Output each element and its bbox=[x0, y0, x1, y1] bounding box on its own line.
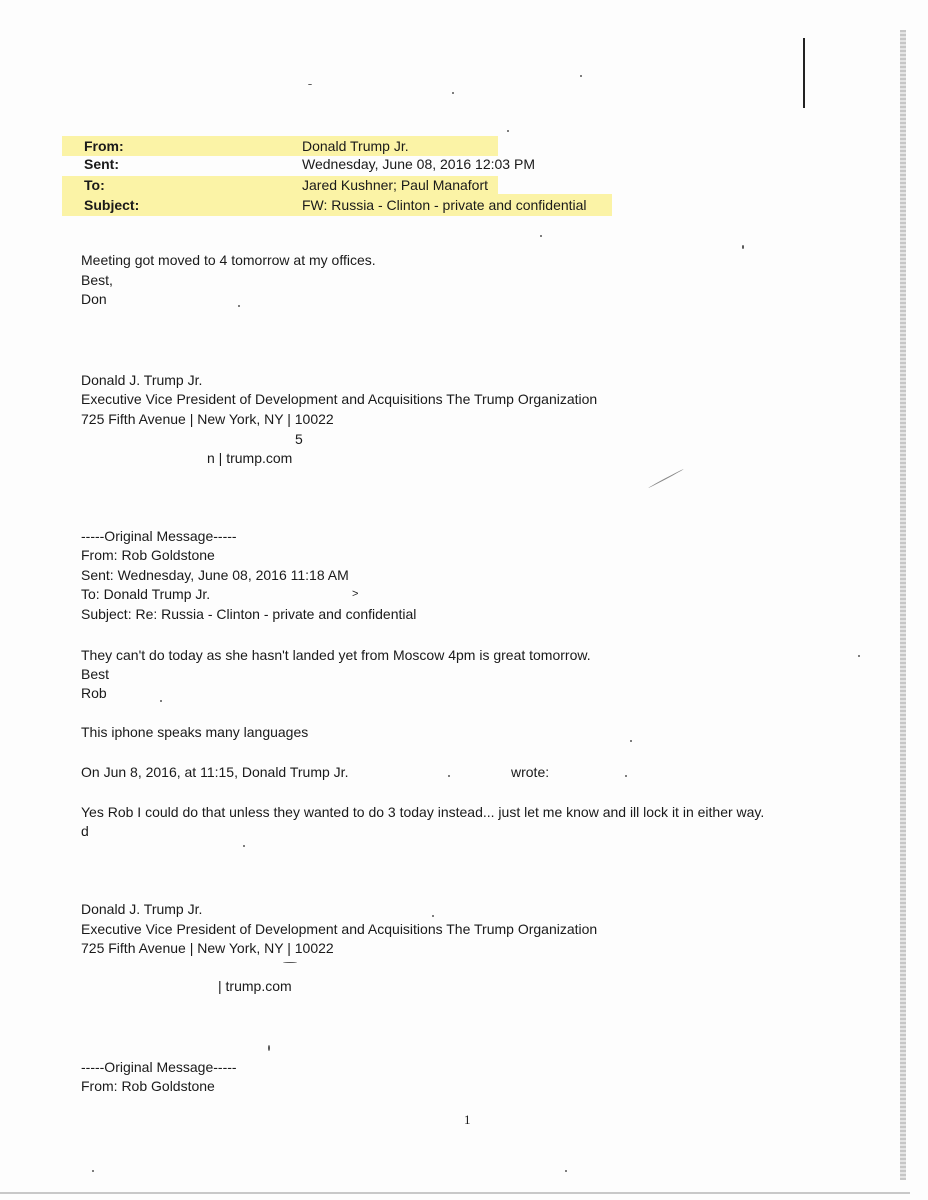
scan-speck bbox=[432, 915, 434, 917]
signature-title: Executive Vice President of Development and Acquisitions The Trump Organization bbox=[81, 391, 598, 407]
signature-web: n | trump.com bbox=[207, 450, 293, 466]
to-label: To: bbox=[84, 177, 105, 193]
signature-name: Donald J. Trump Jr. bbox=[81, 372, 203, 388]
original-message-divider: -----Original Message----- bbox=[81, 1059, 237, 1075]
original-to: To: Donald Trump Jr. bbox=[81, 586, 211, 602]
page-number: 1 bbox=[464, 1112, 471, 1127]
message-line: This iphone speaks many languages bbox=[81, 724, 309, 740]
message-line: They can't do today as she hasn't landed yet from Moscow 4pm is great tomorrow. bbox=[81, 647, 591, 663]
subject-label: Subject: bbox=[84, 197, 140, 213]
scan-speck bbox=[742, 245, 744, 249]
scan-speck bbox=[283, 962, 297, 963]
quote-line: d bbox=[81, 823, 89, 839]
original-from: From: Rob Goldstone bbox=[81, 1078, 215, 1094]
body-line: Meeting got moved to 4 tomorrow at my offices. bbox=[81, 252, 376, 268]
from-label: From: bbox=[84, 138, 124, 154]
body-line: Don bbox=[81, 291, 107, 307]
to-value: Jared Kushner; Paul Manafort bbox=[302, 177, 488, 193]
original-subject: Subject: Re: Russia - Clinton - private and confidential bbox=[81, 606, 417, 622]
scan-speck bbox=[92, 1170, 94, 1172]
scan-speck bbox=[565, 1170, 567, 1172]
scan-speck bbox=[238, 305, 240, 307]
original-sent: Sent: Wednesday, June 08, 2016 11:18 AM bbox=[81, 567, 349, 583]
scan-speck bbox=[268, 1045, 270, 1051]
scan-speck bbox=[540, 235, 542, 237]
scan-edge-right bbox=[900, 30, 906, 1180]
signature-address: 725 Fifth Avenue | New York, NY | 10022 bbox=[81, 940, 334, 956]
sent-label: Sent: bbox=[84, 156, 119, 172]
quote-header: On Jun 8, 2016, at 11:15, Donald Trump Jr. bbox=[81, 764, 349, 780]
scan-speck bbox=[630, 740, 632, 742]
scan-speck bbox=[160, 700, 162, 702]
signature-name: Donald J. Trump Jr. bbox=[81, 901, 203, 917]
original-message-divider: -----Original Message----- bbox=[81, 528, 237, 544]
signature-web: | trump.com bbox=[218, 978, 292, 994]
message-line: Best bbox=[81, 666, 110, 682]
original-from: From: Rob Goldstone bbox=[81, 547, 215, 563]
subject-value: FW: Russia - Clinton - private and confidential bbox=[302, 197, 587, 213]
scan-speck bbox=[648, 469, 684, 489]
scan-speck bbox=[507, 130, 509, 132]
body-line: Best, bbox=[81, 272, 113, 288]
signature-phone-fragment: 5 bbox=[295, 431, 303, 447]
scan-speck bbox=[243, 845, 245, 847]
scan-speck bbox=[452, 92, 454, 94]
scan-speck bbox=[580, 75, 582, 77]
scan-edge-bottom bbox=[0, 1192, 910, 1194]
scan-speck bbox=[308, 84, 312, 85]
signature-address: 725 Fifth Avenue | New York, NY | 10022 bbox=[81, 411, 334, 427]
message-line: Rob bbox=[81, 685, 107, 701]
scan-speck bbox=[448, 775, 450, 777]
scan-mark-bar bbox=[803, 38, 805, 108]
email-header bbox=[62, 136, 612, 216]
quote-wrote: wrote: bbox=[511, 764, 550, 780]
sent-value: Wednesday, June 08, 2016 12:03 PM bbox=[302, 156, 535, 172]
scan-speck bbox=[625, 775, 627, 777]
from-value: Donald Trump Jr. bbox=[302, 138, 409, 154]
signature-title: Executive Vice President of Development and Acquisitions The Trump Organization bbox=[81, 921, 598, 937]
quote-line: Yes Rob I could do that unless they wanted to do 3 today instead... just let me know and ill lock it in either way. bbox=[81, 804, 765, 820]
original-to-tail: > bbox=[352, 588, 359, 600]
scan-speck bbox=[858, 655, 860, 657]
